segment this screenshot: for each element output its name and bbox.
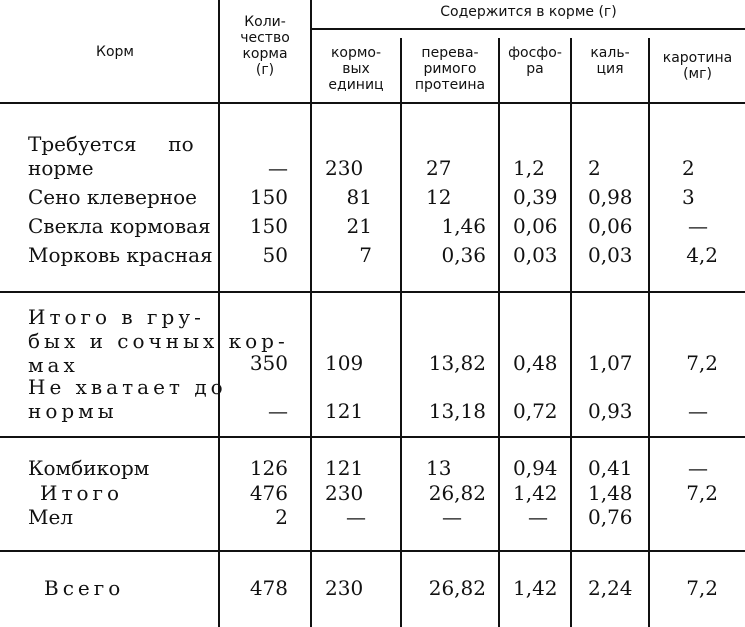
row-carrot-protein: 0,36 <box>441 243 486 267</box>
row-itogo-units: 230 <box>325 481 364 505</box>
row-beet-protein: 1,46 <box>441 214 486 238</box>
row-total-protein: 26,82 <box>428 576 486 600</box>
row-itogo-protein: 26,82 <box>428 481 486 505</box>
row-total-qty: 478 <box>249 576 288 600</box>
rule-col-phosphorus <box>570 38 572 627</box>
header-carotene: каротина (мг) <box>662 50 733 82</box>
row-chalk-protein: — <box>442 505 462 529</box>
row-combifeed-name: Комбикорм <box>28 456 150 480</box>
row-combifeed-phosphorus: 0,94 <box>513 456 558 480</box>
row-chalk-calcium: 0,76 <box>588 505 633 529</box>
row-beet-name: Свекла кормовая <box>28 214 211 238</box>
row-norm-units: 230 <box>325 156 364 180</box>
row-itogo-carotene: 7,2 <box>686 481 718 505</box>
row-combifeed-carotene: — <box>688 456 708 480</box>
row-subtotal-carotene: 7,2 <box>686 351 718 375</box>
row-norm-qty: — <box>268 156 288 180</box>
rule-header-bottom <box>0 102 745 104</box>
row-carrot-name: Морковь красная <box>28 243 213 267</box>
row-subtotal-phosphorus: 0,48 <box>513 351 558 375</box>
row-beet-units: 21 <box>346 214 372 238</box>
row-hay-calcium: 0,98 <box>588 185 633 209</box>
row-shortage-carotene: — <box>688 399 708 423</box>
row-itogo-phosphorus: 1,42 <box>513 481 558 505</box>
row-beet-carotene: — <box>688 214 708 238</box>
row-shortage-label-1: Не хватает до <box>28 375 227 399</box>
row-hay-name: Сено клеверное <box>28 185 198 209</box>
header-feed-units: кормо- вых единиц <box>328 45 384 93</box>
rule-col-units <box>400 38 402 627</box>
row-norm-label-1: Требуется по <box>28 132 194 156</box>
rule-col-protein <box>498 38 500 627</box>
row-shortage-qty: — <box>268 399 288 423</box>
row-subtotal-units: 109 <box>325 351 364 375</box>
row-norm-protein: 27 <box>426 156 452 180</box>
row-shortage-phosphorus: 0,72 <box>513 399 558 423</box>
row-beet-qty: 150 <box>249 214 288 238</box>
header-calcium: каль- ция <box>590 45 630 77</box>
row-norm-phosphorus: 1,2 <box>513 156 545 180</box>
row-carrot-qty: 50 <box>262 243 288 267</box>
row-combifeed-calcium: 0,41 <box>588 456 633 480</box>
row-chalk-name: Мел <box>28 505 74 529</box>
row-beet-phosphorus: 0,06 <box>513 214 558 238</box>
rule-section-1 <box>0 291 745 293</box>
row-itogo-calcium: 1,48 <box>588 481 633 505</box>
row-hay-protein: 12 <box>426 185 452 209</box>
row-shortage-protein: 13,18 <box>428 399 486 423</box>
rule-section-2 <box>0 436 745 438</box>
row-shortage-units: 121 <box>325 399 364 423</box>
rule-col-calcium <box>648 38 650 627</box>
row-carrot-units: 7 <box>359 243 372 267</box>
row-hay-units: 81 <box>346 185 372 209</box>
row-combifeed-units: 121 <box>325 456 364 480</box>
row-combifeed-protein: 13 <box>426 456 452 480</box>
row-itogo-name: Итого <box>40 481 124 505</box>
row-norm-label-2: норме <box>28 156 94 180</box>
row-subtotal-label-3: мах <box>28 353 79 377</box>
row-shortage-label-2: нормы <box>28 399 118 423</box>
row-carrot-carotene: 4,2 <box>686 243 718 267</box>
row-total-calcium: 2,24 <box>588 576 633 600</box>
row-total-name: Всего <box>44 576 125 600</box>
row-norm-calcium: 2 <box>588 156 601 180</box>
header-feed: Корм <box>96 44 134 60</box>
row-chalk-phosphorus: — <box>528 505 548 529</box>
row-shortage-calcium: 0,93 <box>588 399 633 423</box>
row-carrot-phosphorus: 0,03 <box>513 243 558 267</box>
row-hay-qty: 150 <box>249 185 288 209</box>
row-subtotal-calcium: 1,07 <box>588 351 633 375</box>
row-total-units: 230 <box>325 576 364 600</box>
row-hay-carotene: 3 <box>682 185 695 209</box>
row-carrot-calcium: 0,03 <box>588 243 633 267</box>
row-subtotal-label-1: Итого в гру- <box>28 305 205 329</box>
header-contained: Содержится в корме (г) <box>440 4 617 20</box>
row-combifeed-qty: 126 <box>249 456 288 480</box>
row-subtotal-protein: 13,82 <box>428 351 486 375</box>
rule-col-feed <box>218 0 220 627</box>
rule-contained-under <box>311 28 745 30</box>
rule-section-3 <box>0 550 745 552</box>
row-itogo-qty: 476 <box>249 481 288 505</box>
row-total-phosphorus: 1,42 <box>513 576 558 600</box>
row-subtotal-label-2: бых и сочных кор- <box>28 329 289 353</box>
header-quantity: Коли- чество корма (г) <box>240 14 290 78</box>
header-digestible-protein: перева- римого протеина <box>414 45 486 93</box>
row-beet-calcium: 0,06 <box>588 214 633 238</box>
rule-col-qty <box>310 0 312 627</box>
header-phosphorus: фосфо- ра <box>508 45 562 77</box>
row-total-carotene: 7,2 <box>686 576 718 600</box>
row-chalk-units: — <box>346 505 366 529</box>
row-subtotal-qty: 350 <box>249 351 288 375</box>
row-hay-phosphorus: 0,39 <box>513 185 558 209</box>
row-norm-carotene: 2 <box>682 156 695 180</box>
row-chalk-qty: 2 <box>275 505 288 529</box>
